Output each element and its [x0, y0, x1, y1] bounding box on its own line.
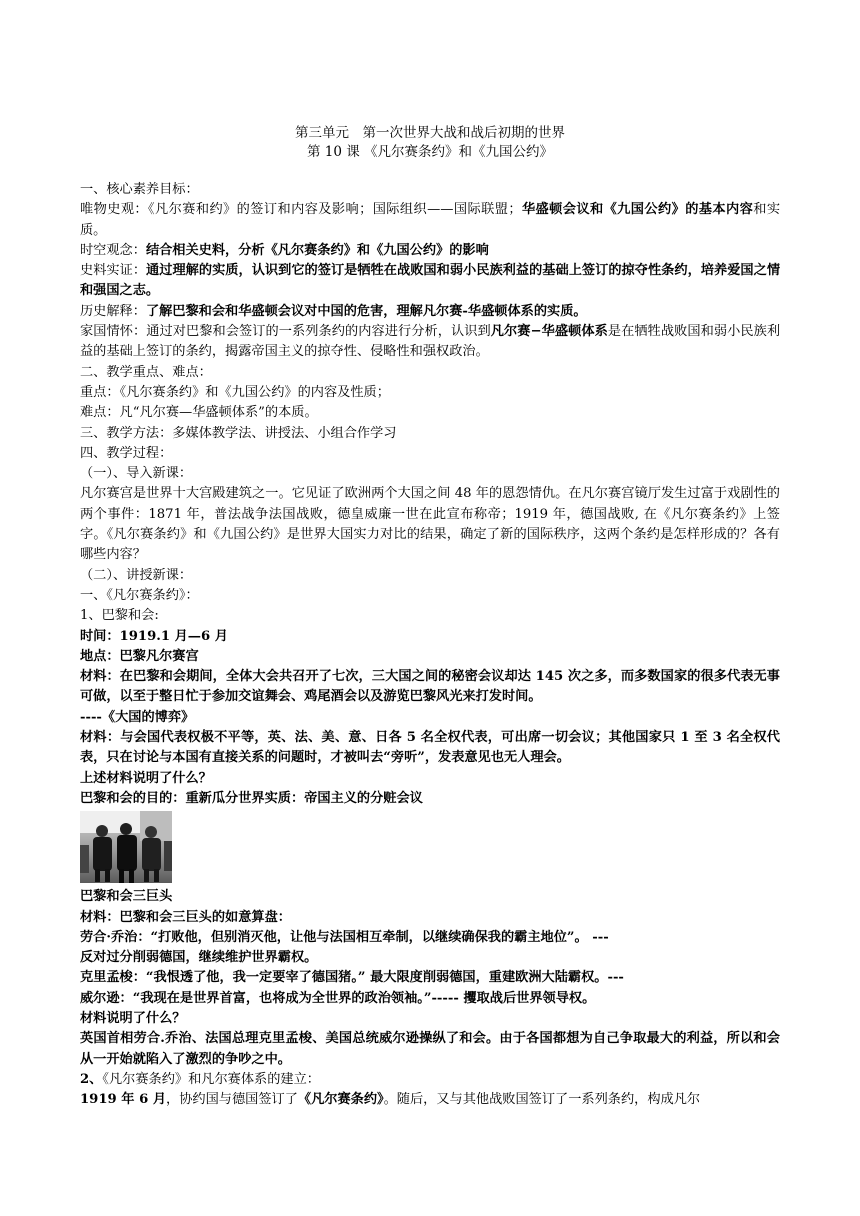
material-paragraph: 材料：在巴黎和会期间，全体大会共召开了七次，三大国之间的秘密会议却达 145 次之多，而多数国家的很多代表无事可做，以至于整日忙于参加交谊舞会、鸡尾酒会以及游览巴黎风光来打发时间。	[80, 669, 780, 705]
conference-place: 地点：巴黎凡尔赛宫	[80, 648, 199, 664]
subsection-heading: 1、巴黎和会:	[80, 608, 159, 624]
treaty-paragraph	[80, 1090, 780, 1110]
goal-text: 通过理解的实质，认识到它的签订是牺牲在战败国和弱小民族利益的基础上签订的掠夺性条约，培养爱国之情和强国之志。	[80, 263, 780, 299]
question-line: 材料说明了什么？	[80, 1010, 186, 1026]
focus-difficult: 难点：凡“凡尔赛—华盛顿体系”的本质。	[80, 405, 318, 421]
process-heading: 四、教学过程：	[80, 445, 173, 461]
quote-wilson: 威尔逊：“我现在是世界首富，也将成为全世界的政治领袖。”----- 攫取战后世界领导权。	[80, 990, 596, 1006]
question-line: 上述材料说明了什么？	[80, 770, 212, 786]
subsection-text: 《凡尔赛条约》和凡尔赛体系的建立：	[102, 1071, 320, 1087]
goal-label: 时空观念：	[80, 242, 146, 258]
goal-label: 历史解释：	[80, 303, 146, 319]
material-paragraph: 材料：与会国代表权极不平等，英、法、美、意、日各 5 名全权代表，可出席一切会议；其他国家只 1 至 3 名全权代表，只在讨论与本国有直接关系的问题时，才被叫去“旁听”，发表意见也无人理会。	[80, 730, 780, 766]
conference-time: 时间：1919.1 月—6 月	[80, 628, 228, 644]
document-body	[80, 180, 780, 1110]
goal-text: 家国情怀：通过对巴黎和会签订的一系列条约的内容进行分析，认识到	[80, 324, 491, 340]
goal-bold: 华盛顿会议和《九国公约》的基本内容	[521, 202, 754, 218]
subsection-heading-2	[80, 1070, 780, 1090]
goal-tail: 和实质。	[80, 202, 780, 238]
subsection-number: 2、	[80, 1071, 103, 1087]
goal-shikong	[80, 241, 780, 261]
intro-heading: （一）、导入新课：	[80, 466, 193, 482]
unit-title: 第三单元 第一次世界大战和战后初期的世界	[295, 125, 565, 141]
new-lesson-heading: （二）、讲授新课：	[80, 567, 193, 583]
conference-purpose: 巴黎和会的目的：重新瓜分世界实质：帝国主义的分赃会议	[80, 790, 423, 806]
treaty-text: ，协约国与德国签订了	[166, 1092, 298, 1108]
goals-heading: 一、核心素养目标：	[80, 182, 199, 197]
goal-jiaguo	[80, 322, 780, 363]
goal-label: 史料实证：	[80, 263, 147, 279]
intro-text: 凡尔赛宫是世界十大宫殿建筑之一。它见证了欧洲两个大国之间 48 年的恩怨情仇。在凡尔赛宫镜厅发生过富于戏剧性的两个事件：1871 年，普法战争法国战败，德皇威廉一世在此宣布称帝；1919 年，德国战败, 在《凡尔赛条约》上签字。《凡尔赛条约》和《九国公约》是世界大国实力对比的结果，确定了新的国际秩序，这两个条约是怎样形成的？各有哪些内容？	[80, 486, 780, 563]
quote-clemenceau: 克里孟梭：“我恨透了他，我一定要宰了德国猪。” 最大限度削弱德国，重建欧洲大陆霸权。---	[80, 970, 624, 986]
big-three-photo	[80, 811, 172, 883]
goal-wuwei	[80, 200, 780, 241]
focus-heading: 二、教学重点、难点：	[80, 364, 212, 380]
answer-paragraph: 英国首相劳合.乔治、法国总理克里孟梭、美国总统威尔逊操纵了和会。由于各国都想为自己争取最大的利益，所以和会从一开始就陷入了激烈的争吵之中。	[80, 1031, 780, 1067]
goal-text: 了解巴黎和会和华盛顿会议对中国的危害，理解凡尔赛-华盛顿体系的实质。	[145, 303, 587, 319]
goal-lishi	[80, 302, 780, 322]
treaty-name: 《凡尔赛条约》	[297, 1092, 384, 1108]
method-line: 三、教学方法：多媒体教学法、讲授法、小组合作学习	[80, 425, 397, 441]
goal-shiliao	[80, 261, 780, 302]
goal-tail: 是在牺牲战败国和弱小民族利益的基础上签订的条约，揭露帝国主义的掠夺性、侵略性和强权政治。	[80, 324, 780, 360]
section-heading: 一、《凡尔赛条约》：	[80, 587, 199, 603]
treaty-tail: 。随后，又与其他战败国签订了一系列条约，构成凡尔	[383, 1092, 701, 1108]
goal-bold: 凡尔赛−华盛顿体系	[490, 324, 608, 340]
material-source: ----《大国的博弈》	[80, 709, 195, 725]
lesson-title: 第 10 课 《凡尔赛条约》和《九国公约》	[306, 144, 554, 160]
photo-caption: 巴黎和会三巨头	[80, 889, 173, 905]
goal-label: 唯物史观：	[80, 202, 149, 218]
material-heading: 材料：巴黎和会三巨头的如意算盘：	[80, 909, 291, 925]
focus-key: 重点：《凡尔赛条约》和《九国公约》的内容及性质；	[80, 384, 390, 400]
treaty-date: 1919 年 6 月	[80, 1092, 167, 1108]
quote-lloyd-george-note: 反对过分削弱德国，继续维护世界霸权。	[80, 950, 318, 966]
goal-text: 《凡尔赛和约》的签订和内容及影响；国际组织——国际联盟；	[148, 202, 522, 218]
quote-lloyd-george: 劳合·乔治：“打败他，但别消灭他，让他与法国相互牵制，以继续确保我的霸主地位”。 ---	[80, 929, 609, 945]
goal-text: 结合相关史料，分析《凡尔赛条约》和《九国公约》的影响	[145, 242, 489, 258]
